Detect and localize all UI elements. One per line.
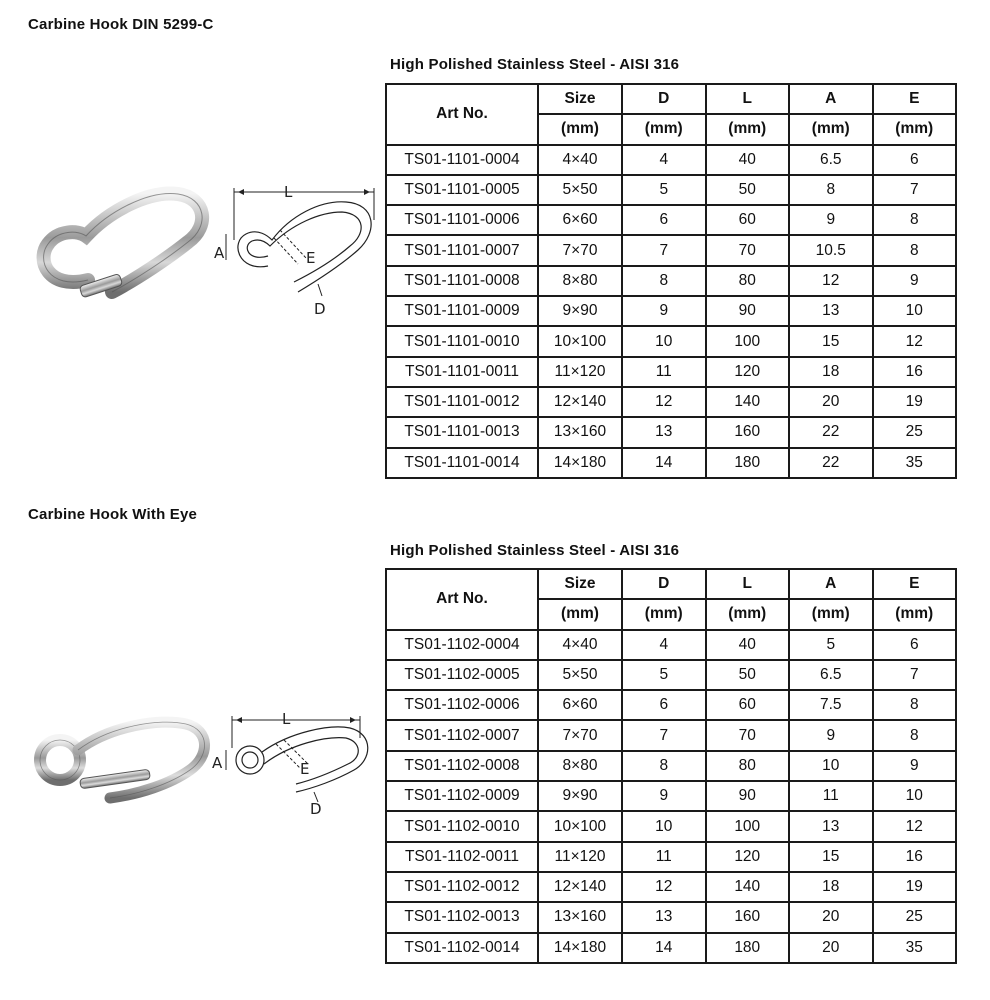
cell-a: 8 — [789, 175, 873, 205]
cell-size: 7×70 — [538, 720, 622, 750]
diagram-label-a: A — [212, 754, 223, 772]
cell-l: 60 — [706, 690, 790, 720]
table-header-row — [386, 569, 956, 599]
spec-table-2 — [385, 568, 957, 964]
cell-l: 160 — [706, 902, 790, 932]
diagram-label-e: E — [306, 249, 316, 267]
cell-a: 6.5 — [789, 660, 873, 690]
cell-size: 11×120 — [538, 357, 622, 387]
table-row — [386, 690, 956, 720]
cell-art-no: TS01-1101-0005 — [386, 175, 538, 205]
cell-size: 11×120 — [538, 842, 622, 872]
cell-l: 120 — [706, 357, 790, 387]
table-row — [386, 448, 956, 478]
cell-l: 40 — [706, 630, 790, 660]
cell-size: 14×180 — [538, 448, 622, 478]
table-row — [386, 630, 956, 660]
spec-table-1 — [385, 83, 957, 479]
cell-art-no: TS01-1102-0006 — [386, 690, 538, 720]
cell-a: 10.5 — [789, 235, 873, 265]
diagram-label-e: E — [300, 760, 310, 778]
table-row — [386, 296, 956, 326]
table-row — [386, 811, 956, 841]
cell-art-no: TS01-1102-0007 — [386, 720, 538, 750]
table-row — [386, 751, 956, 781]
table-row — [386, 175, 956, 205]
diagram-label-d: D — [310, 800, 322, 818]
cell-size: 8×80 — [538, 266, 622, 296]
cell-size: 12×140 — [538, 387, 622, 417]
unit-e: (mm) — [873, 114, 957, 144]
header-e: E — [873, 84, 957, 114]
cell-size: 5×50 — [538, 660, 622, 690]
table-row — [386, 235, 956, 265]
cell-l: 140 — [706, 872, 790, 902]
cell-e: 16 — [873, 357, 957, 387]
cell-size: 13×160 — [538, 902, 622, 932]
cell-e: 8 — [873, 235, 957, 265]
cell-art-no: TS01-1101-0009 — [386, 296, 538, 326]
cell-size: 7×70 — [538, 235, 622, 265]
cell-l: 100 — [706, 326, 790, 356]
cell-e: 25 — [873, 417, 957, 447]
cell-size: 14×180 — [538, 933, 622, 963]
unit-d: (mm) — [622, 599, 706, 629]
cell-l: 90 — [706, 296, 790, 326]
cell-d: 4 — [622, 145, 706, 175]
cell-d: 11 — [622, 842, 706, 872]
cell-d: 7 — [622, 235, 706, 265]
unit-size: (mm) — [538, 114, 622, 144]
cell-art-no: TS01-1101-0007 — [386, 235, 538, 265]
cell-e: 25 — [873, 902, 957, 932]
cell-e: 12 — [873, 811, 957, 841]
header-d: D — [622, 569, 706, 599]
cell-d: 11 — [622, 357, 706, 387]
cell-a: 20 — [789, 902, 873, 932]
table-row — [386, 326, 956, 356]
cell-a: 13 — [789, 811, 873, 841]
cell-art-no: TS01-1102-0011 — [386, 842, 538, 872]
cell-art-no: TS01-1102-0013 — [386, 902, 538, 932]
cell-d: 8 — [622, 266, 706, 296]
cell-e: 19 — [873, 872, 957, 902]
cell-a: 5 — [789, 630, 873, 660]
cell-e: 7 — [873, 175, 957, 205]
cell-e: 10 — [873, 781, 957, 811]
cell-e: 12 — [873, 326, 957, 356]
table-row — [386, 266, 956, 296]
cell-l: 160 — [706, 417, 790, 447]
cell-a: 20 — [789, 933, 873, 963]
table-row — [386, 872, 956, 902]
cell-e: 8 — [873, 720, 957, 750]
cell-e: 9 — [873, 266, 957, 296]
cell-d: 4 — [622, 630, 706, 660]
cell-e: 19 — [873, 387, 957, 417]
cell-d: 5 — [622, 175, 706, 205]
cell-d: 10 — [622, 326, 706, 356]
cell-l: 100 — [706, 811, 790, 841]
unit-a: (mm) — [789, 114, 873, 144]
cell-l: 80 — [706, 751, 790, 781]
cell-e: 16 — [873, 842, 957, 872]
table-row — [386, 842, 956, 872]
cell-a: 9 — [789, 720, 873, 750]
cell-size: 13×160 — [538, 417, 622, 447]
header-l: L — [706, 569, 790, 599]
cell-a: 18 — [789, 872, 873, 902]
cell-e: 9 — [873, 751, 957, 781]
header-size: Size — [538, 84, 622, 114]
cell-d: 13 — [622, 902, 706, 932]
unit-a: (mm) — [789, 599, 873, 629]
cell-d: 7 — [622, 720, 706, 750]
cell-art-no: TS01-1102-0005 — [386, 660, 538, 690]
table-row — [386, 720, 956, 750]
cell-art-no: TS01-1101-0010 — [386, 326, 538, 356]
header-a: A — [789, 84, 873, 114]
cell-d: 14 — [622, 933, 706, 963]
table-header-row — [386, 84, 956, 114]
cell-e: 35 — [873, 933, 957, 963]
cell-d: 6 — [622, 690, 706, 720]
cell-size: 4×40 — [538, 630, 622, 660]
cell-size: 4×40 — [538, 145, 622, 175]
cell-a: 22 — [789, 417, 873, 447]
carbine-hook-with-eye-diagram — [210, 708, 390, 820]
cell-art-no: TS01-1102-0008 — [386, 751, 538, 781]
cell-d: 5 — [622, 660, 706, 690]
cell-d: 9 — [622, 296, 706, 326]
cell-art-no: TS01-1102-0010 — [386, 811, 538, 841]
cell-a: 18 — [789, 357, 873, 387]
cell-size: 8×80 — [538, 751, 622, 781]
cell-a: 15 — [789, 842, 873, 872]
cell-size: 6×60 — [538, 205, 622, 235]
diagram-label-d: D — [314, 300, 326, 318]
cell-e: 7 — [873, 660, 957, 690]
table-row — [386, 902, 956, 932]
carbine-hook-with-eye-photo — [30, 712, 215, 812]
section-title-carbine-hook-with-eye: Carbine Hook With Eye — [28, 506, 198, 523]
cell-art-no: TS01-1102-0012 — [386, 872, 538, 902]
cell-d: 14 — [622, 448, 706, 478]
cell-l: 80 — [706, 266, 790, 296]
table-row — [386, 417, 956, 447]
cell-a: 9 — [789, 205, 873, 235]
cell-a: 6.5 — [789, 145, 873, 175]
cell-e: 6 — [873, 145, 957, 175]
header-art-no: Art No. — [386, 84, 538, 145]
cell-d: 6 — [622, 205, 706, 235]
table-row — [386, 357, 956, 387]
cell-a: 20 — [789, 387, 873, 417]
cell-l: 70 — [706, 720, 790, 750]
cell-d: 13 — [622, 417, 706, 447]
cell-size: 10×100 — [538, 811, 622, 841]
cell-d: 12 — [622, 387, 706, 417]
cell-l: 140 — [706, 387, 790, 417]
table-row — [386, 205, 956, 235]
cell-art-no: TS01-1101-0008 — [386, 266, 538, 296]
cell-size: 5×50 — [538, 175, 622, 205]
cell-size: 9×90 — [538, 296, 622, 326]
cell-art-no: TS01-1101-0011 — [386, 357, 538, 387]
cell-e: 8 — [873, 690, 957, 720]
cell-art-no: TS01-1101-0012 — [386, 387, 538, 417]
cell-a: 12 — [789, 266, 873, 296]
table-caption-1: High Polished Stainless Steel - AISI 316 — [390, 56, 680, 73]
cell-a: 22 — [789, 448, 873, 478]
header-size: Size — [538, 569, 622, 599]
cell-size: 12×140 — [538, 872, 622, 902]
cell-art-no: TS01-1101-0013 — [386, 417, 538, 447]
cell-l: 60 — [706, 205, 790, 235]
cell-l: 180 — [706, 933, 790, 963]
cell-e: 6 — [873, 630, 957, 660]
table-row — [386, 933, 956, 963]
cell-e: 35 — [873, 448, 957, 478]
diagram-label-l: L — [284, 183, 293, 201]
cell-a: 11 — [789, 781, 873, 811]
header-a: A — [789, 569, 873, 599]
cell-l: 70 — [706, 235, 790, 265]
cell-l: 50 — [706, 175, 790, 205]
unit-l: (mm) — [706, 599, 790, 629]
cell-d: 10 — [622, 811, 706, 841]
cell-size: 9×90 — [538, 781, 622, 811]
table-row — [386, 145, 956, 175]
cell-a: 15 — [789, 326, 873, 356]
table-caption-2: High Polished Stainless Steel - AISI 316 — [390, 542, 680, 559]
cell-size: 10×100 — [538, 326, 622, 356]
unit-d: (mm) — [622, 114, 706, 144]
carbine-hook-diagram — [210, 180, 390, 320]
cell-e: 8 — [873, 205, 957, 235]
header-d: D — [622, 84, 706, 114]
cell-art-no: TS01-1101-0004 — [386, 145, 538, 175]
cell-d: 12 — [622, 872, 706, 902]
cell-l: 120 — [706, 842, 790, 872]
cell-art-no: TS01-1101-0006 — [386, 205, 538, 235]
carbine-hook-photo — [28, 182, 213, 317]
cell-a: 7.5 — [789, 690, 873, 720]
section-title-carbine-hook: Carbine Hook DIN 5299-C — [28, 16, 214, 33]
cell-l: 180 — [706, 448, 790, 478]
cell-d: 8 — [622, 751, 706, 781]
cell-art-no: TS01-1102-0009 — [386, 781, 538, 811]
header-l: L — [706, 84, 790, 114]
header-art-no: Art No. — [386, 569, 538, 630]
table-row — [386, 387, 956, 417]
cell-d: 9 — [622, 781, 706, 811]
table-row — [386, 781, 956, 811]
table-row — [386, 660, 956, 690]
unit-e: (mm) — [873, 599, 957, 629]
diagram-label-a: A — [214, 244, 225, 262]
cell-l: 40 — [706, 145, 790, 175]
cell-art-no: TS01-1102-0004 — [386, 630, 538, 660]
diagram-label-l: L — [282, 710, 291, 728]
cell-l: 50 — [706, 660, 790, 690]
cell-a: 13 — [789, 296, 873, 326]
cell-art-no: TS01-1101-0014 — [386, 448, 538, 478]
unit-l: (mm) — [706, 114, 790, 144]
unit-size: (mm) — [538, 599, 622, 629]
cell-l: 90 — [706, 781, 790, 811]
cell-art-no: TS01-1102-0014 — [386, 933, 538, 963]
cell-size: 6×60 — [538, 690, 622, 720]
cell-e: 10 — [873, 296, 957, 326]
cell-a: 10 — [789, 751, 873, 781]
header-e: E — [873, 569, 957, 599]
